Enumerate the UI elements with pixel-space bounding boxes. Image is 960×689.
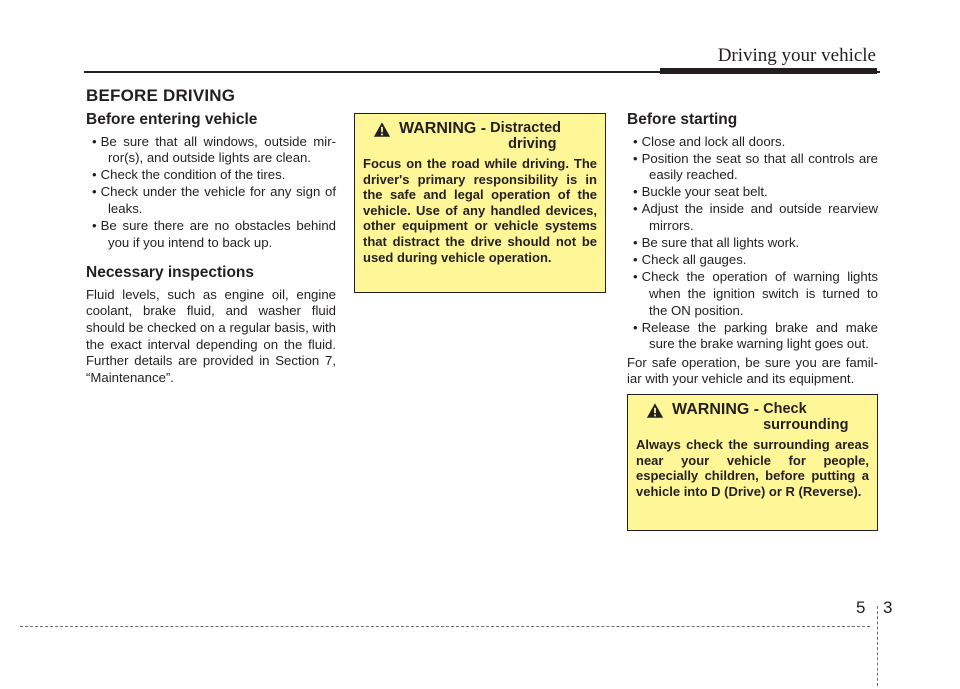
safe-operation-text: For safe operation, be sure you are famil-iar with your vehicle and its equipment. bbox=[627, 354, 878, 387]
inspections-heading: Necessary inspections bbox=[86, 264, 255, 282]
before-entering-heading: Before entering vehicle bbox=[86, 111, 258, 128]
list-item: • Release the parking brake and make sure the brake warning light goes out. bbox=[627, 320, 878, 353]
list-item: • Be sure there are no obstacles behind you if you intend to back up. bbox=[86, 218, 336, 251]
list-item: • Check the condition of the tires. bbox=[86, 167, 336, 184]
warning-subject-line: driving bbox=[508, 136, 557, 152]
header-title: Driving your vehicle bbox=[717, 45, 876, 66]
section-title: BEFORE DRIVING bbox=[86, 86, 236, 105]
warning-box-distracted-driving bbox=[354, 113, 606, 293]
warning-box-check-surrounding bbox=[627, 394, 878, 531]
list-item: • Adjust the inside and outside rearview mirrors. bbox=[627, 201, 878, 234]
list-item: • Check under the vehicle for any sign of leaks. bbox=[86, 184, 336, 217]
before-starting-list bbox=[627, 134, 878, 353]
warning-header bbox=[373, 120, 597, 152]
list-item: • Position the seat so that all controls are easily reached. bbox=[627, 151, 878, 184]
before-entering-list bbox=[86, 134, 336, 252]
warning-triangle-icon bbox=[646, 402, 664, 419]
left-column bbox=[86, 112, 336, 386]
warning-subject-line: Check bbox=[763, 401, 807, 417]
list-item: • Check all gauges. bbox=[627, 252, 878, 269]
list-item: • Be sure that all lights work. bbox=[627, 235, 878, 252]
warning-subject-line: surrounding bbox=[763, 417, 849, 433]
list-item: • Check the operation of warning lights when the ignition switch is turned to the ON position. bbox=[627, 269, 878, 319]
list-item: • Be sure that all windows, outside mir-ror(s), and outside lights are clean. bbox=[86, 134, 336, 167]
list-item: • Close and lock all doors. bbox=[627, 134, 878, 151]
warning-body: Focus on the road while driving. The driver's primary responsibility is in the safe and legal operation of the vehicle. Use of any handled devices, other equipment or vehicle systems that distract the drive should not be used during vehicle operation. bbox=[363, 156, 597, 265]
warning-label: WARNING - bbox=[672, 401, 760, 418]
warning-subject-line: Distracted bbox=[490, 120, 562, 136]
warning-triangle-icon bbox=[373, 121, 391, 138]
inspections-text: Fluid levels, such as engine oil, engine coolant, brake fluid, and washer fluid should be checked on a regular basis, with the exact interval depending on the fluid. Further details are provided in Section 7, “Maintenance”. bbox=[86, 286, 336, 385]
page-number: 3 bbox=[883, 598, 893, 617]
warning-label: WARNING - bbox=[399, 120, 487, 137]
header-rule-accent bbox=[660, 68, 877, 74]
warning-subject bbox=[490, 120, 561, 152]
list-item: • Buckle your seat belt. bbox=[627, 184, 878, 201]
footer-vertical-divider bbox=[877, 606, 878, 686]
warning-body: Always check the surrounding areas near your vehicle for people, especially children, before putting a vehicle into D (Drive) or R (Reverse). bbox=[636, 437, 869, 499]
right-column bbox=[627, 112, 878, 388]
chapter-number: 5 bbox=[856, 598, 866, 617]
warning-subject bbox=[763, 401, 848, 433]
warning-header bbox=[646, 401, 869, 433]
before-starting-heading: Before starting bbox=[627, 111, 738, 128]
footer-divider bbox=[20, 626, 870, 627]
